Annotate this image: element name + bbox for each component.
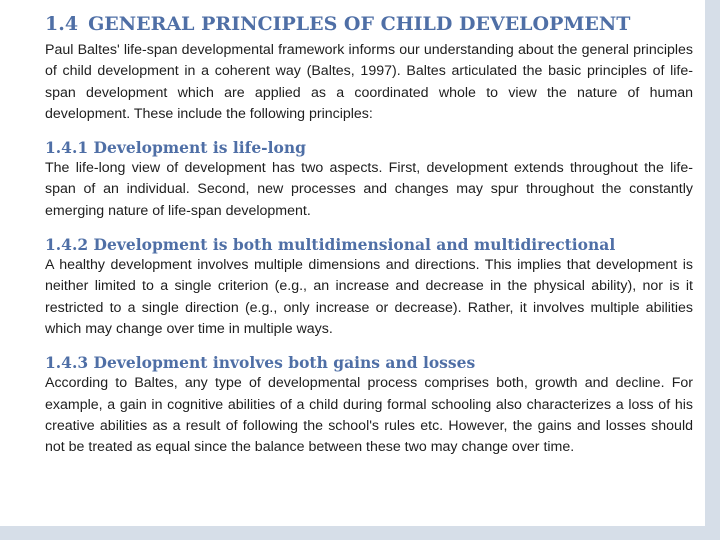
background-strip-bottom [0, 526, 720, 540]
section-heading-multidimensional: 1.4.2 Development is both multidimensional and multidirectional [45, 235, 616, 255]
main-heading [45, 12, 693, 36]
section-heading-life-long: 1.4.1 Development is life-long [45, 138, 306, 158]
section-text-multidimensional: A healthy development involves multiple dimensions and directions. This implies that development is neither limited to a single criterion (e.g., an increase and decrease in the physical ability), nor is it restricted to a single direction (e.g., only increase or decrease). Rather, it involves multiple abilities which may change over time in multiple ways. [45, 257, 693, 337]
section-text-gains-losses: According to Baltes, any type of developmental process comprises both, growth and decline. For example, a gain in cognitive abilities of a child during formal schooling also characterizes a loss of his creative abilities as a result of following the school's rules etc. However, the gains and losses should not be treated as equal since the balance between these two may change over time. [45, 375, 693, 456]
section-text-life-long: The life-long view of development has two aspects. First, development extends throughout the life-span of an individual. Second, new processes and changes may spur throughout the constantly emerging nature of life-span development. [45, 160, 693, 219]
main-heading-number: 1.4 [45, 13, 79, 35]
intro-paragraph: Paul Baltes' life-span developmental framework informs our understanding about the general principles of child development in a coherent way (Baltes, 1997). Baltes articulated the basic principles of life-span development which are applied as a coordinated whole to view the nature of human development. These include the following principles: [45, 42, 693, 122]
section-heading-gains-losses: 1.4.3 Development involves both gains and losses [45, 353, 476, 373]
main-heading-title: GENERAL PRINCIPLES OF CHILD DEVELOPMENT [88, 13, 631, 35]
background-strip-right [705, 0, 720, 540]
